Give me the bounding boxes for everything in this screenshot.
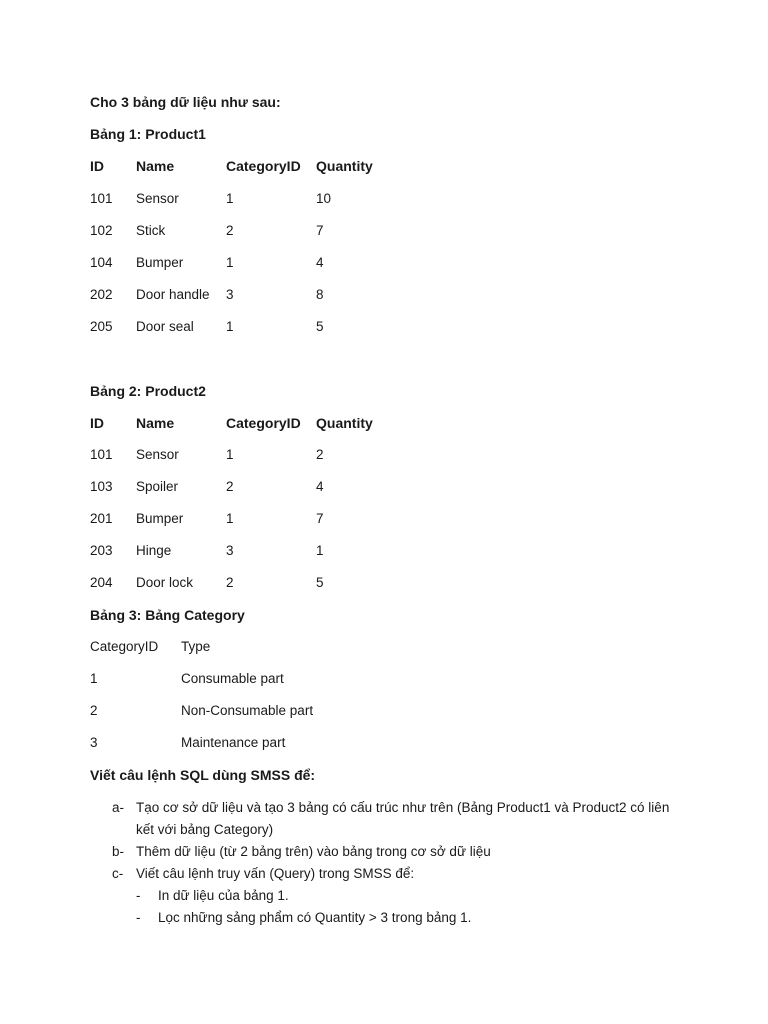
cell-quantity: 10 bbox=[316, 191, 332, 206]
cell-name: Door seal bbox=[136, 319, 194, 334]
cell-id: 204 bbox=[90, 575, 113, 590]
table2-title: Bảng 2: Product2 bbox=[90, 383, 206, 399]
cell-categoryid: 1 bbox=[226, 511, 234, 526]
cell-type: Consumable part bbox=[181, 671, 284, 686]
task-heading: Viết câu lệnh SQL dùng SMSS để: bbox=[90, 767, 316, 783]
intro-heading: Cho 3 bảng dữ liệu như sau: bbox=[90, 94, 281, 110]
cell-id: 205 bbox=[90, 319, 113, 334]
cell-id: 104 bbox=[90, 255, 113, 270]
cell-categoryid: 1 bbox=[226, 255, 234, 270]
table2-header-name: Name bbox=[136, 415, 175, 431]
list-item-text: Viết câu lệnh truy vấn (Query) trong SMSS để: bbox=[136, 866, 415, 881]
cell-name: Stick bbox=[136, 223, 166, 238]
cell-categoryid: 3 bbox=[90, 735, 98, 750]
table1-header-name: Name bbox=[136, 158, 175, 174]
table3-header-type: Type bbox=[181, 639, 211, 654]
cell-quantity: 4 bbox=[316, 255, 324, 270]
table1-header-categoryid: CategoryID bbox=[226, 158, 301, 174]
cell-type: Non-Consumable part bbox=[181, 703, 314, 718]
cell-categoryid: 1 bbox=[226, 447, 234, 462]
table2-header-id: ID bbox=[90, 415, 104, 431]
list-item-text: Tạo cơ sở dữ liệu và tạo 3 bảng có cấu trúc như trên (Bảng Product1 và Product2 có liên bbox=[136, 800, 670, 815]
cell-quantity: 7 bbox=[316, 511, 324, 526]
cell-categoryid: 1 bbox=[226, 191, 234, 206]
cell-categoryid: 2 bbox=[226, 223, 234, 238]
cell-name: Spoiler bbox=[136, 479, 179, 494]
cell-name: Door lock bbox=[136, 575, 194, 590]
cell-id: 103 bbox=[90, 479, 113, 494]
cell-id: 201 bbox=[90, 511, 113, 526]
cell-quantity: 1 bbox=[316, 543, 324, 558]
sub-list-marker: - bbox=[136, 888, 141, 903]
cell-quantity: 2 bbox=[316, 447, 324, 462]
list-item-text: Thêm dữ liệu (từ 2 bảng trên) vào bảng trong cơ sở dữ liệu bbox=[136, 844, 491, 859]
cell-categoryid: 2 bbox=[226, 575, 234, 590]
cell-name: Door handle bbox=[136, 287, 210, 302]
cell-quantity: 4 bbox=[316, 479, 324, 494]
cell-categoryid: 3 bbox=[226, 287, 234, 302]
list-marker: b- bbox=[112, 844, 125, 859]
cell-name: Hinge bbox=[136, 543, 172, 558]
cell-name: Bumper bbox=[136, 511, 184, 526]
list-marker: c- bbox=[112, 866, 124, 881]
table1-title: Bảng 1: Product1 bbox=[90, 126, 206, 142]
table1-header-quantity: Quantity bbox=[316, 158, 373, 174]
cell-categoryid: 2 bbox=[226, 479, 234, 494]
table2-header-categoryid: CategoryID bbox=[226, 415, 301, 431]
cell-id: 101 bbox=[90, 447, 113, 462]
cell-id: 102 bbox=[90, 223, 113, 238]
cell-name: Bumper bbox=[136, 255, 184, 270]
cell-categoryid: 2 bbox=[90, 703, 98, 718]
table3-header-categoryid: CategoryID bbox=[90, 639, 159, 654]
cell-name: Sensor bbox=[136, 447, 179, 462]
cell-quantity: 5 bbox=[316, 319, 324, 334]
cell-categoryid: 1 bbox=[90, 671, 98, 686]
list-item-text-continued: kết với bảng Category) bbox=[136, 822, 274, 837]
cell-id: 101 bbox=[90, 191, 113, 206]
cell-id: 203 bbox=[90, 543, 113, 558]
cell-categoryid: 1 bbox=[226, 319, 234, 334]
cell-id: 202 bbox=[90, 287, 113, 302]
cell-categoryid: 3 bbox=[226, 543, 234, 558]
table1-header-id: ID bbox=[90, 158, 104, 174]
list-marker: a- bbox=[112, 800, 125, 815]
cell-quantity: 8 bbox=[316, 287, 324, 302]
cell-type: Maintenance part bbox=[181, 735, 286, 750]
table2-header-quantity: Quantity bbox=[316, 415, 373, 431]
sub-list-item-text: In dữ liệu của bảng 1. bbox=[158, 888, 289, 903]
sub-list-marker: - bbox=[136, 910, 141, 925]
table3-title: Bảng 3: Bảng Category bbox=[90, 607, 245, 623]
cell-quantity: 5 bbox=[316, 575, 324, 590]
sub-list-item-text: Lọc những sảng phẩm có Quantity > 3 trong bảng 1. bbox=[158, 910, 472, 925]
cell-quantity: 7 bbox=[316, 223, 324, 238]
cell-name: Sensor bbox=[136, 191, 179, 206]
